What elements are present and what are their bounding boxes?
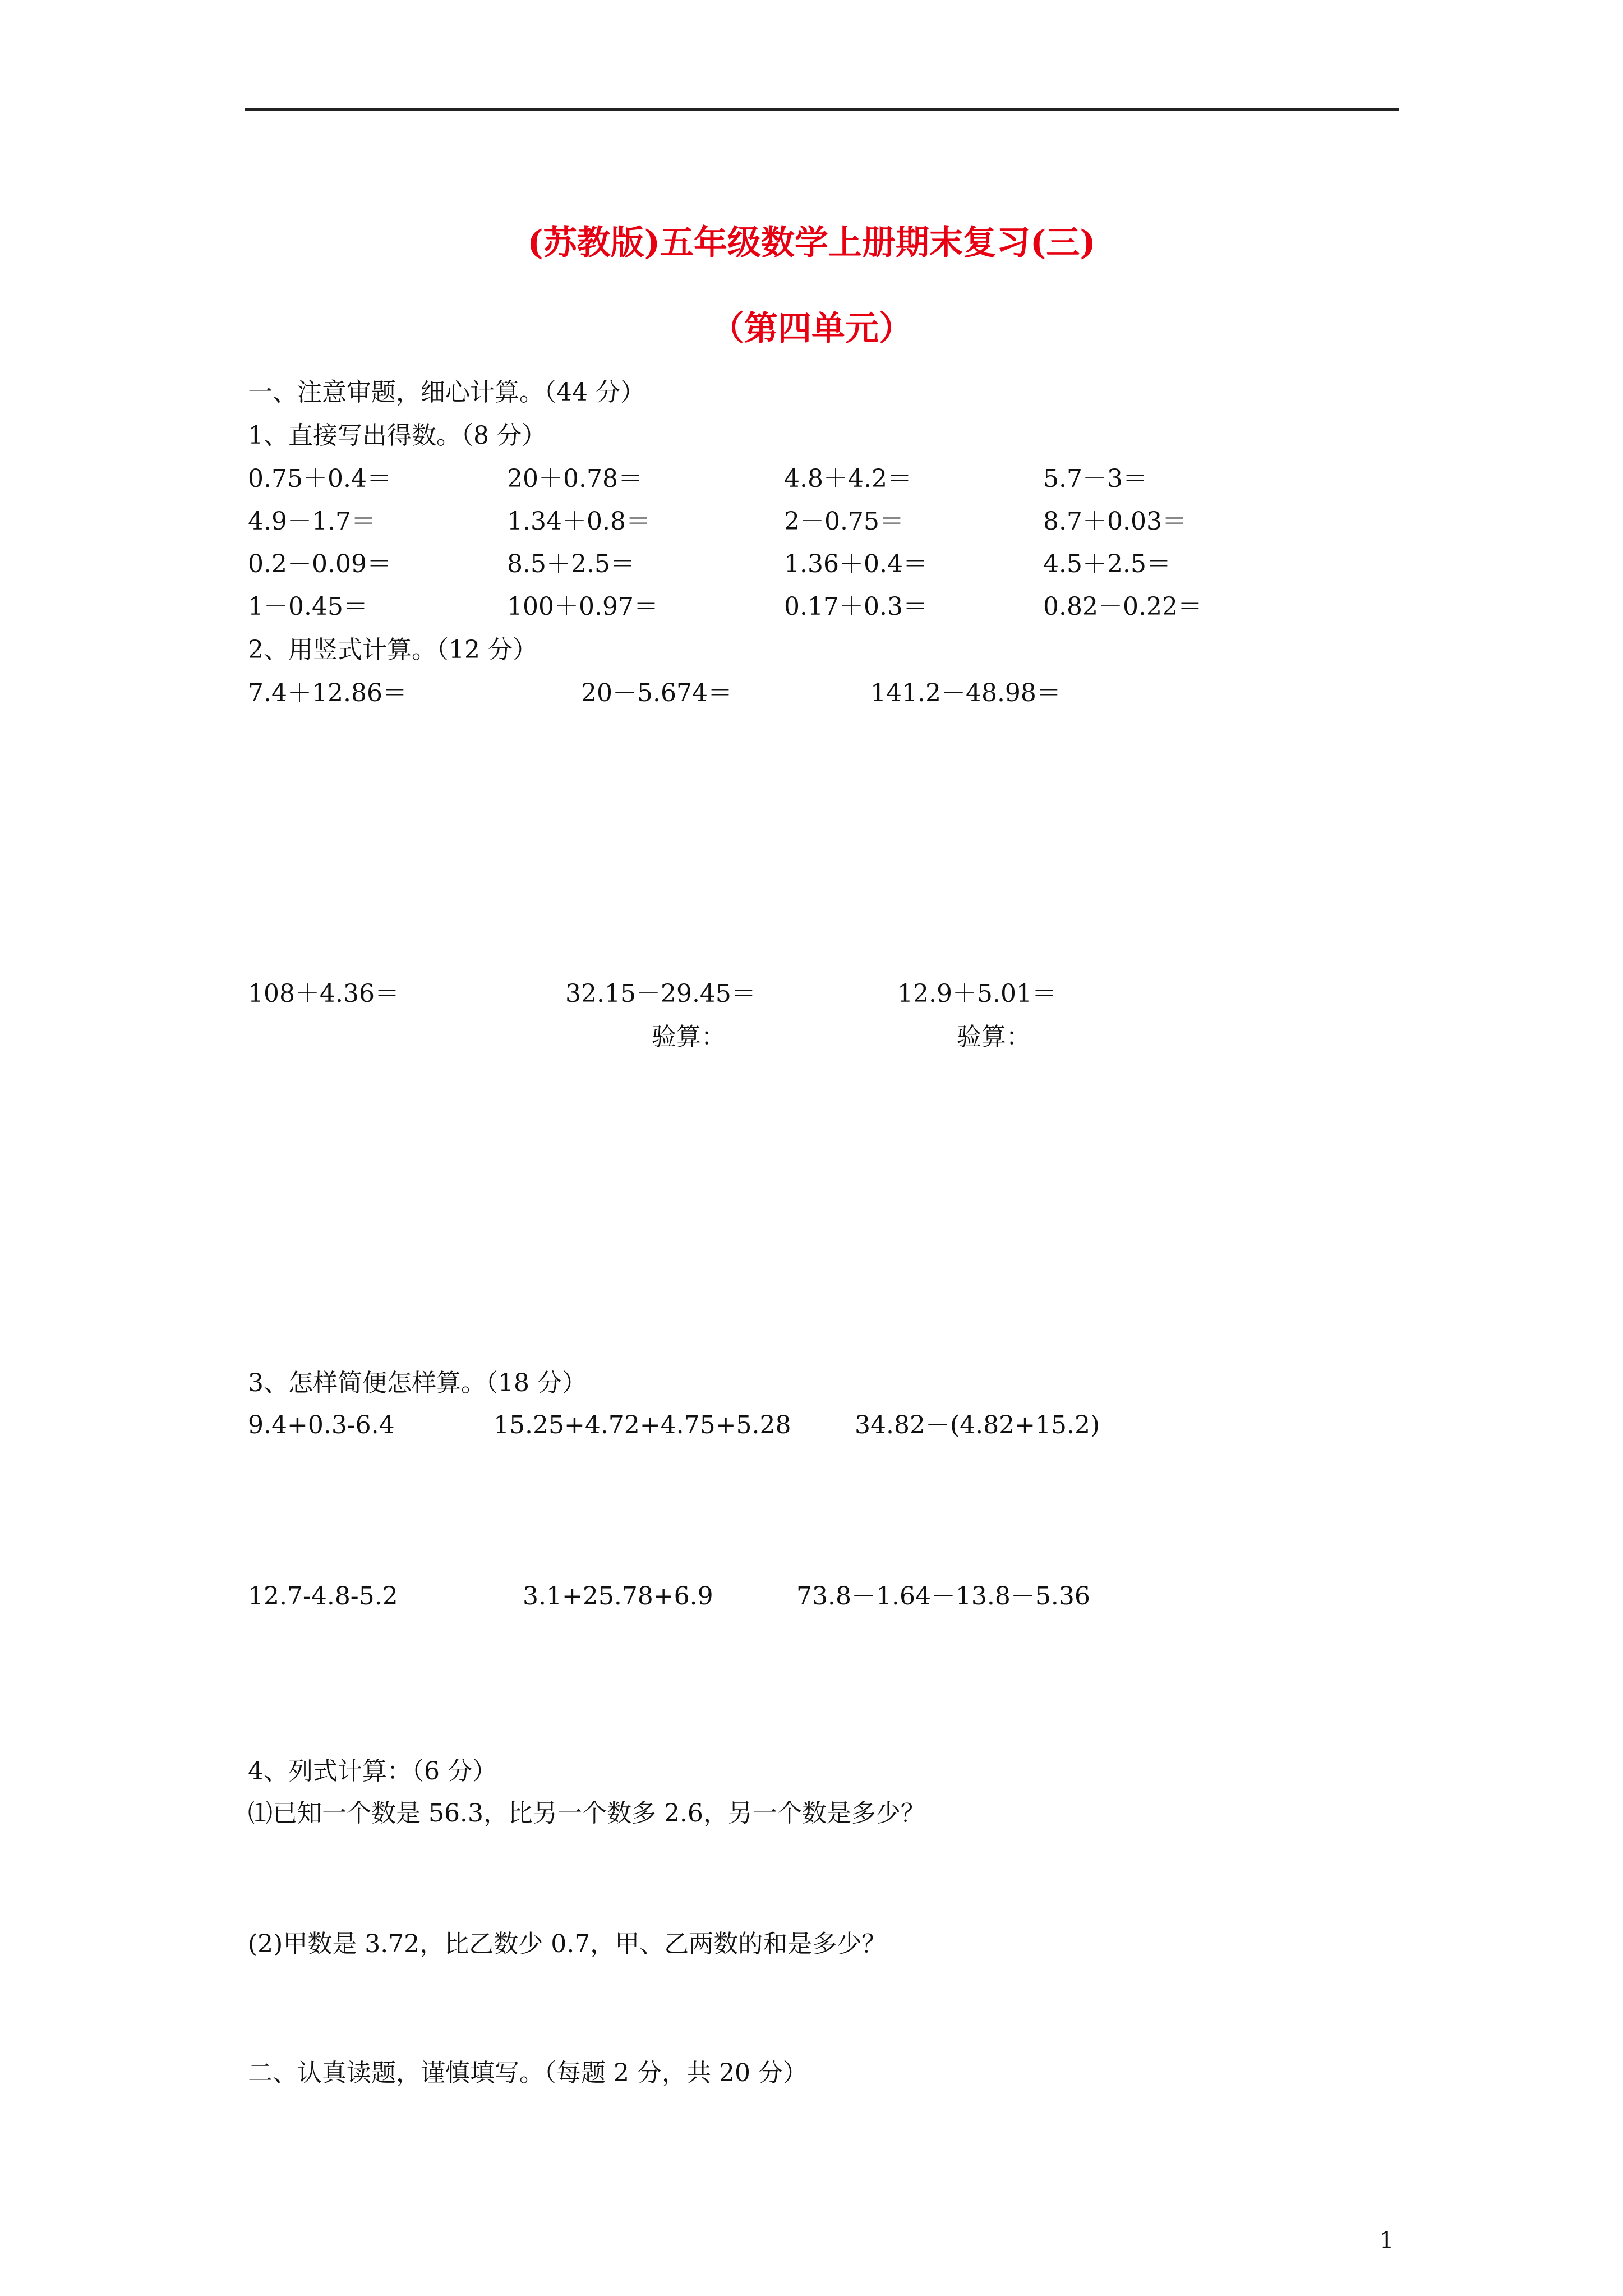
q1-heading: 1、直接写出得数。（8 分） [248,421,546,450]
q1-item: 0.17＋0.3＝ [784,592,928,621]
q1-item: 1.34＋0.8＝ [507,507,651,536]
q1-item: 4.8＋4.2＝ [784,464,912,493]
q3-heading: 3、怎样简便怎样算。（18 分） [248,1369,587,1397]
q1-item: 1－0.45＝ [248,592,368,621]
q3-problem: 12.7-4.8-5.2 [248,1582,398,1611]
q1-item: 0.82－0.22＝ [1043,592,1202,621]
q1-item: 8.7＋0.03＝ [1043,507,1187,536]
q1-item: 0.75＋0.4＝ [248,464,391,493]
q2-problem: 141.2－48.98＝ [870,679,1061,707]
q2-heading: 2、用竖式计算。（12 分） [248,636,537,664]
q1-item: 8.5＋2.5＝ [507,550,635,578]
q3-problem: 9.4+0.3-6.4 [248,1411,395,1439]
q1-item: 20＋0.78＝ [507,464,643,493]
q1-item: 4.9－1.7＝ [248,507,376,536]
q2-problem: 12.9＋5.01＝ [897,979,1057,1008]
section2-heading: 二、认真读题，谨慎填写。（每题 2 分，共 20 分） [248,2059,808,2087]
q1-item: 2－0.75＝ [784,507,904,536]
q3-problem: 3.1+25.78+6.9 [523,1582,713,1611]
q4-item: (2)甲数是 3.72，比乙数少 0.7，甲、乙两数的和是多少？ [248,1930,887,1958]
q4-heading: 4、列式计算：（6 分） [248,1757,497,1786]
q1-item: 5.7－3＝ [1043,464,1147,493]
page-number: 1 [1380,2228,1394,2253]
page-title: (苏教版)五年级数学上册期末复习(三) [527,223,1096,263]
q3-problem: 15.25+4.72+4.75+5.28 [494,1411,791,1439]
q2-problem: 32.15－29.45＝ [565,979,756,1008]
q1-item: 100＋0.97＝ [507,592,658,621]
q2-problem: 108＋4.36＝ [248,979,399,1008]
check-label: 验算： [957,1023,1031,1051]
page-subtitle: （第四单元） [711,309,912,348]
q1-item: 0.2－0.09＝ [248,550,391,578]
header-rule [245,108,1399,111]
q1-item: 1.36＋0.4＝ [784,550,928,578]
q3-problem: 73.8－1.64－13.8－5.36 [796,1582,1090,1611]
q1-item: 4.5＋2.5＝ [1043,550,1171,578]
section1-heading: 一、注意审题，细心计算。（44 分） [248,378,645,407]
q2-problem: 7.4＋12.86＝ [248,679,407,707]
q2-problem: 20－5.674＝ [581,679,732,707]
check-label: 验算： [652,1023,726,1051]
q4-item: ⑴已知一个数是 56.3，比另一个数多 2.6，另一个数是多少？ [248,1799,925,1828]
q3-problem: 34.82－(4.82+15.2) [855,1411,1100,1439]
